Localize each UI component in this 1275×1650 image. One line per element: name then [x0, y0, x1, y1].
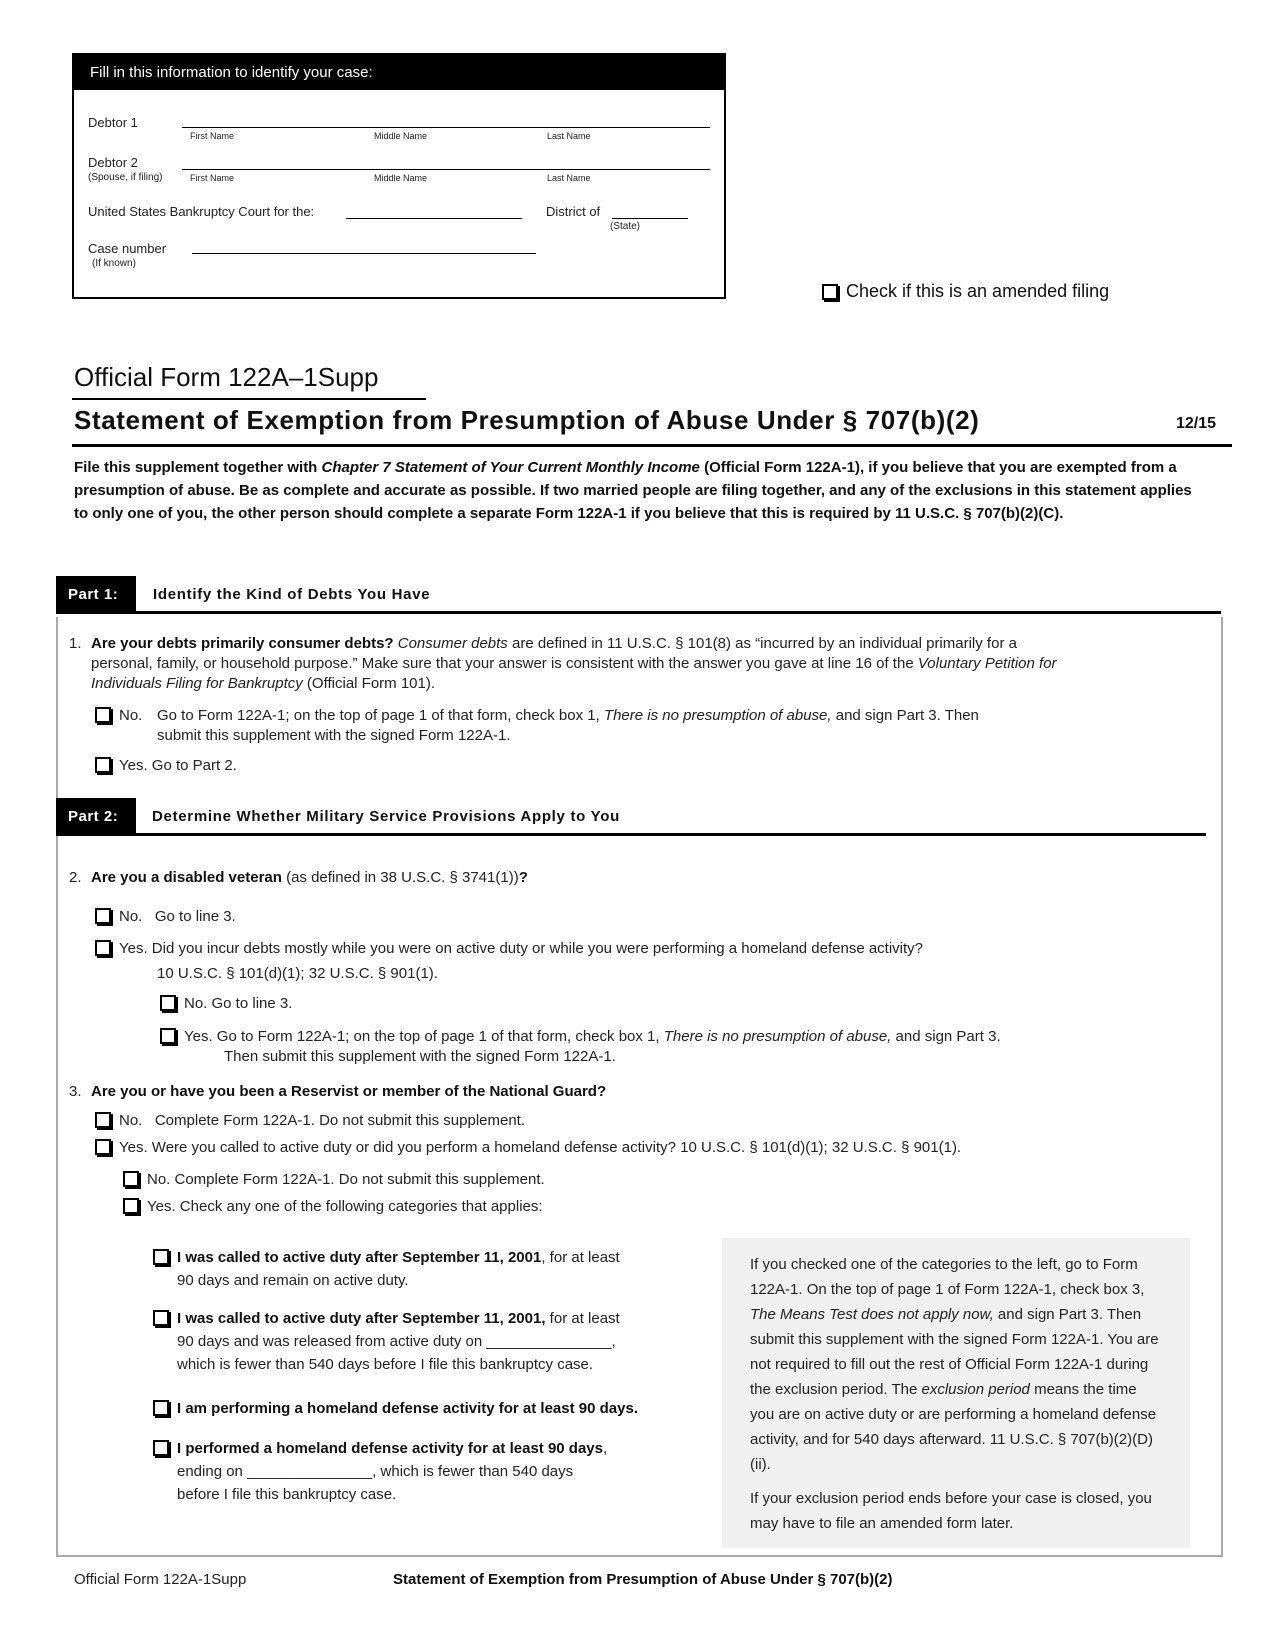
q2-yes-text-2: 10 U.S.C. § 101(d)(1); 32 U.S.C. § 901(1).: [157, 965, 438, 982]
debtor2-last-name-label: Last Name: [547, 173, 591, 183]
amended-label: Check if this is an amended filing: [846, 281, 1110, 301]
q3-sub-no-checkbox[interactable]: [123, 1171, 139, 1187]
q1-no-text: [157, 706, 979, 746]
state-label: (State): [610, 221, 641, 232]
q1-number: 1.: [69, 635, 82, 652]
court-label: United States Bankruptcy Court for the:: [88, 204, 315, 219]
q3-sub-option-yes[interactable]: [123, 1197, 543, 1217]
q1-italic-3: Individuals Filing for Bankruptcy: [91, 675, 303, 692]
case-number-line[interactable]: [192, 253, 536, 254]
debtor2-first-name-label: First Name: [190, 173, 235, 183]
amended-checkbox[interactable]: [822, 284, 838, 300]
category-2-bold: I was called to active duty after September 11, 2001,: [177, 1310, 546, 1327]
q2-yes-checkbox[interactable]: [95, 940, 111, 956]
q2-sub-option-no[interactable]: [160, 994, 292, 1014]
form-number-rule: [72, 398, 426, 400]
q3-yes-checkbox[interactable]: [95, 1139, 111, 1155]
q2-sub-no-text: No. Go to line 3.: [184, 995, 293, 1012]
q2-yes-text-1: Yes. Did you incur debts mostly while you were on active duty or while you were performing a homeland defense activity?: [119, 940, 924, 957]
category-4-bold: I performed a homeland defense activity for at least 90 days: [177, 1440, 603, 1457]
q2-no-text: No. Go to line 3.: [119, 908, 236, 925]
debtor1-middle-name-label: Middle Name: [374, 131, 428, 141]
court-line[interactable]: [346, 218, 522, 219]
q1-text-2: personal, family, or household purpose.” Make sure that your answer is consistent with the answer you gave at line 16 of the: [91, 655, 918, 672]
category-3-checkbox[interactable]: [153, 1400, 169, 1416]
footer-form-number: Official Form 122A-1Supp: [74, 1571, 247, 1588]
q1-italic-1: Consumer debts: [397, 635, 508, 652]
debtor1-name-line[interactable]: [182, 127, 710, 128]
side-text-2: and sign Part 3. Then submit this supplement with the signed Form 122A-1. You are not required to fill out the rest of Official Form 122A-1 during the exclusion period. The: [750, 1306, 1159, 1398]
q2-option-yes[interactable]: [95, 939, 923, 989]
side-italic-1: The Means Test does not apply now,: [750, 1306, 994, 1323]
q1-no-text-3: submit this supplement with the signed Form 122A-1.: [157, 727, 511, 744]
q1-no-italic: There is no presumption of abuse,: [603, 707, 832, 724]
exclusion-note-p1: [750, 1252, 1164, 1477]
q3-no-text: No. Complete Form 122A-1. Do not submit this supplement.: [119, 1112, 526, 1129]
q2-sub-yes-text-1: Yes. Go to Form 122A-1; on the top of page 1 of that form, check box 1,: [184, 1028, 664, 1045]
q1-text-3: (Official Form 101).: [302, 675, 436, 692]
category-4-checkbox[interactable]: [153, 1440, 169, 1456]
debtor2-label: Debtor 2: [88, 155, 138, 170]
form-revision: 12/15: [1176, 415, 1217, 432]
q3-sub-no-text: No. Complete Form 122A-1. Do not submit this supplement.: [147, 1171, 545, 1188]
category-1[interactable]: [153, 1246, 620, 1292]
category-2-text: [177, 1307, 620, 1376]
category-3-bold: I am performing a homeland defense activity for at least 90 days.: [177, 1400, 638, 1417]
category-1-checkbox[interactable]: [153, 1249, 169, 1265]
case-info-header: Fill in this information to identify your case:: [74, 55, 724, 90]
side-italic-2: exclusion period: [921, 1381, 1030, 1398]
intro-italic: Chapter 7 Statement of Your Current Monthly Income: [321, 459, 700, 476]
category-2-text-2: 90 days and was released from active duty on _______________,: [177, 1333, 616, 1350]
q1-no-text-1: Go to Form 122A-1; on the top of page 1 of that form, check box 1,: [157, 707, 604, 724]
debtor1-label: Debtor 1: [88, 115, 138, 130]
q2-sub-yes-checkbox[interactable]: [160, 1028, 176, 1044]
q1-yes-checkbox[interactable]: [95, 757, 111, 773]
part1-header: [56, 576, 1221, 614]
q3-question: Are you or have you been a Reservist or member of the National Guard?: [91, 1083, 607, 1100]
q2-end: ?: [518, 869, 528, 886]
exclusion-note: [722, 1238, 1190, 1548]
footer-title: Statement of Exemption from Presumption of Abuse Under § 707(b)(2): [393, 1571, 893, 1588]
part2-tag: Part 2:: [56, 798, 136, 833]
q2-sub-option-yes[interactable]: [160, 1027, 1001, 1067]
q2-sub-yes-text-2: and sign Part 3.: [891, 1028, 1001, 1045]
q1-yes-text: Yes. Go to Part 2.: [119, 757, 237, 774]
category-1-text: [177, 1246, 620, 1292]
q2-question: [91, 868, 528, 888]
category-2-text-1: for at least: [545, 1310, 620, 1327]
q3-no-checkbox[interactable]: [95, 1112, 111, 1128]
q1-no-label: No.: [119, 707, 143, 724]
q2-sub-yes-italic: There is no presumption of abuse,: [663, 1028, 892, 1045]
case-info-box: [72, 53, 726, 299]
q2-bold: Are you a disabled veteran: [91, 869, 282, 886]
q3-sub-option-no[interactable]: [123, 1170, 545, 1190]
category-3[interactable]: [153, 1397, 638, 1420]
q2-sub-yes-text: [184, 1027, 1001, 1067]
debtor2-middle-name-label: Middle Name: [374, 173, 428, 183]
part1-title: Identify the Kind of Debts You Have: [153, 586, 431, 603]
category-4-text-2: ending on _______________, which is fewer than 540 days: [177, 1463, 574, 1480]
q1-text-1: are defined in 11 U.S.C. § 101(8) as “incurred by an individual primarily for a: [507, 635, 1017, 652]
part1-tag: Part 1:: [56, 576, 136, 611]
q3-sub-yes-checkbox[interactable]: [123, 1198, 139, 1214]
q1-no-checkbox[interactable]: [95, 707, 111, 723]
q2-no-checkbox[interactable]: [95, 908, 111, 924]
q2-yes-text: [119, 939, 923, 989]
side-text-3: means the time you are on active duty or are performing a homeland defense activity, and for 540 days afterward. 11 U.S.C. § 707(b)(2)(D)(ii).: [750, 1381, 1157, 1473]
category-2[interactable]: [153, 1307, 620, 1376]
case-number-sublabel: (If known): [92, 258, 136, 269]
q3-option-yes[interactable]: [95, 1138, 961, 1158]
q3-yes-text: Yes. Were you called to active duty or did you perform a homeland defense activity? 10 U.S.C. § 101(d)(1); 32 U.S.C. § 901(1).: [119, 1139, 962, 1156]
case-number-label: Case number: [88, 241, 167, 256]
part2-header: [56, 798, 1206, 836]
intro-text-1: File this supplement together with: [74, 459, 322, 476]
district-line[interactable]: [612, 218, 688, 219]
intro-paragraph: [74, 456, 1194, 525]
category-4-text-1: ,: [602, 1440, 608, 1457]
debtor2-name-line[interactable]: [182, 169, 710, 170]
q1-option-yes[interactable]: [95, 756, 237, 776]
category-1-bold: I was called to active duty after September 11, 2001: [177, 1249, 542, 1266]
q1-option-no[interactable]: [95, 706, 979, 746]
q3-number: 3.: [69, 1083, 82, 1100]
part2-title: Determine Whether Military Service Provisions Apply to You: [152, 808, 620, 825]
q1-bold: Are your debts primarily consumer debts?: [91, 635, 394, 652]
q2-sub-no-checkbox[interactable]: [160, 995, 176, 1011]
category-1-text-1: , for at least: [541, 1249, 620, 1266]
category-2-checkbox[interactable]: [153, 1310, 169, 1326]
form-title: Statement of Exemption from Presumption of Abuse Under § 707(b)(2): [74, 405, 980, 435]
category-2-text-3: which is fewer than 540 days before I file this bankruptcy case.: [177, 1356, 594, 1373]
district-label: District of: [546, 204, 601, 219]
q1-question: [91, 634, 1191, 694]
q2-number: 2.: [69, 869, 82, 886]
debtor1-last-name-label: Last Name: [547, 131, 591, 141]
q1-italic-2: Voluntary Petition for: [917, 655, 1057, 672]
category-4[interactable]: [153, 1437, 607, 1506]
q2-text: (as defined in 38 U.S.C. § 3741(1)): [281, 869, 519, 886]
amended-filing-option[interactable]: [822, 281, 1109, 302]
debtor1-first-name-label: First Name: [190, 131, 235, 141]
category-4-text-3: before I file this bankruptcy case.: [177, 1486, 397, 1503]
category-1-text-2: 90 days and remain on active duty.: [177, 1272, 409, 1289]
q2-sub-yes-text-3: Then submit this supplement with the signed Form 122A-1.: [224, 1048, 616, 1065]
form-number: Official Form 122A–1Supp: [74, 362, 379, 392]
exclusion-note-p2: If your exclusion period ends before your case is closed, you may have to file an amended form later.: [750, 1490, 1152, 1532]
intro-text-2: (Official Form 122A-1), if you believe that you are exempted from a presumption of abuse. Be as complete and accurate as possible. If two married people are filing together, and any of the exclusions in this statement applies to only one of you, the other person should complete a separate Form 122A-1 if you believe that this is required by 11 U.S.C. § 707(b)(2)(C).: [74, 459, 1192, 522]
side-text-1: If you checked one of the categories to the left, go to Form 122A-1. On the top of page 1 of Form 122A-1, check box 3,: [750, 1256, 1145, 1298]
q2-option-no[interactable]: [95, 907, 236, 927]
q3-option-no[interactable]: [95, 1111, 525, 1131]
debtor2-sublabel: (Spouse, if filing): [88, 172, 163, 183]
q3-sub-yes-text: Yes. Check any one of the following categories that applies:: [147, 1198, 543, 1215]
category-4-text: [177, 1437, 607, 1506]
title-rule: [72, 444, 1232, 447]
q1-no-text-2: and sign Part 3. Then: [831, 707, 979, 724]
